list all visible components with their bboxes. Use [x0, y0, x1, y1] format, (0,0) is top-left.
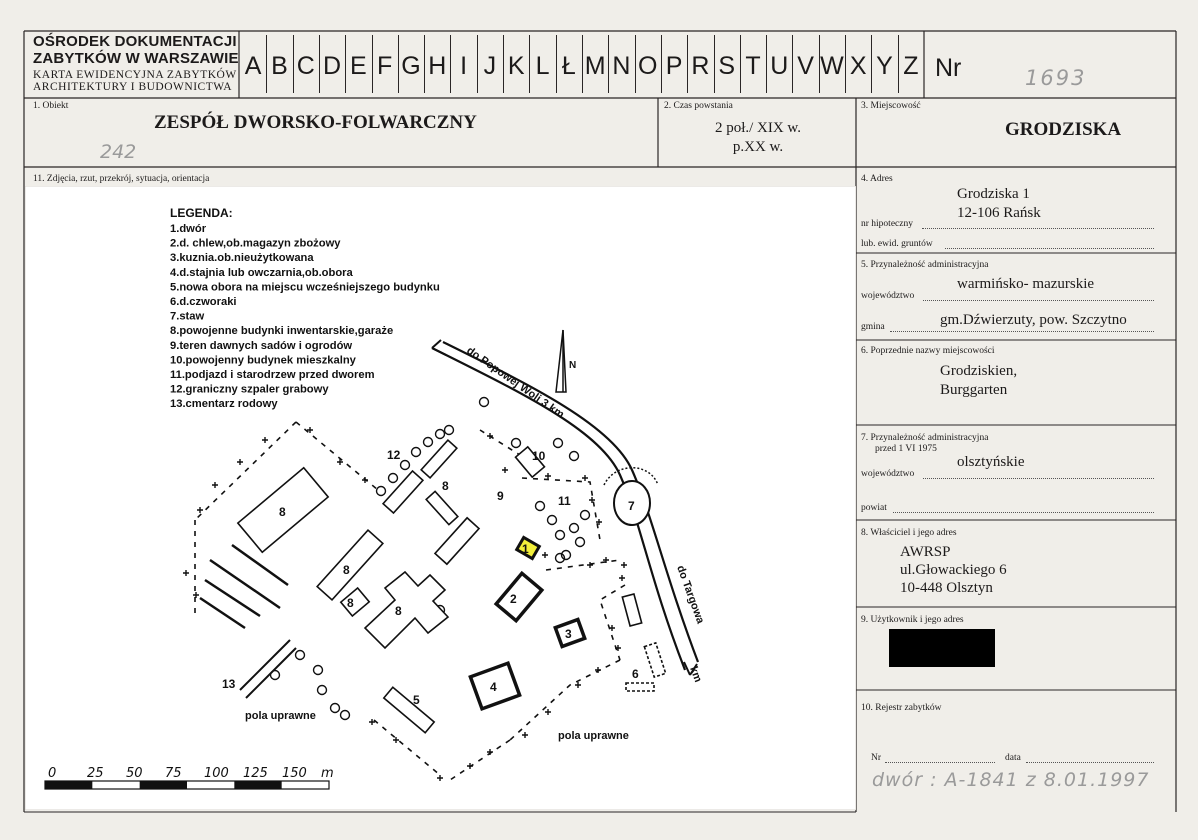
road-label-popowa-wola: do Popowej Woli 3 km [464, 344, 567, 421]
woj75-line [923, 478, 1154, 479]
scale-segment [45, 781, 92, 789]
wlasciciel-line2: ul.Głowackiego 6 [900, 562, 1007, 578]
letter-separator [319, 35, 320, 93]
poprzednie-line2: Burggarten [940, 382, 1008, 398]
czas-label: 2. Czas powstania [664, 101, 733, 111]
index-letter: S [718, 52, 736, 80]
letter-separator [556, 35, 557, 93]
adres-line2: 12-106 Rańsk [957, 205, 1041, 221]
obiekt-handwritten: 242 [100, 141, 137, 163]
letter-separator [819, 35, 820, 93]
org-name-line2: ZABYTKÓW W WARSZAWIE [33, 50, 239, 67]
index-letter: O [638, 52, 658, 80]
czas-line1: 2 poł./ XIX w. [714, 120, 802, 136]
scale-label: 150 [282, 766, 307, 781]
letter-separator [503, 35, 504, 93]
miejscowosc-label: 3. Miejscowość [861, 101, 921, 111]
letter-separator [372, 35, 373, 93]
index-letter: M [584, 52, 606, 80]
legend-item: 8.powojenne budynki inwentarskie,garaże [170, 325, 394, 338]
gmina-label: gmina [861, 322, 885, 332]
woj-label: województwo [861, 291, 915, 301]
letter-separator [661, 35, 662, 93]
index-letter: X [849, 52, 867, 80]
woj75-label: województwo [861, 469, 915, 479]
map-number-10: 10 [532, 449, 546, 463]
index-letter: U [770, 52, 789, 80]
letter-separator [345, 35, 346, 93]
letter-separator [608, 35, 609, 93]
map-number-8a: 8 [279, 505, 286, 519]
org-name-line1: OŚRODEK DOKUMENTACJI [33, 33, 237, 50]
index-letter: I [460, 52, 468, 80]
gmina-value: gm.Dźwierzuty, pow. Szczytno [940, 312, 1127, 328]
letter-separator [740, 35, 741, 93]
legend-item: 9.teren dawnych sadów i ogrodów [170, 339, 353, 352]
letter-separator [477, 35, 478, 93]
zdjecia-label: 11. Zdjęcia, rzut, przekrój, sytuacja, orientacja [33, 174, 210, 184]
index-letter: Z [903, 52, 919, 80]
scale-label: 125 [243, 766, 268, 781]
uzytkownik-label: 9. Użytkownik i jego adres [861, 615, 964, 625]
index-letter: Y [876, 52, 893, 80]
hipoteczny-line [922, 228, 1154, 229]
rejestr-label: 10. Rejestr zabytków [861, 703, 942, 713]
scale-segment [234, 781, 281, 789]
letter-separator [687, 35, 688, 93]
index-letter: B [271, 52, 288, 80]
index-letter: A [244, 52, 262, 80]
legend-item: 5.nowa obora na miejscu wcześniejszego budynku [170, 281, 440, 294]
scale-label: m [321, 766, 334, 781]
przyn75-label1: 7. Przynależność administracyjna [861, 433, 989, 443]
index-letter: L [535, 52, 550, 80]
rejestr-nr-label: Nr [871, 753, 882, 763]
map-number-8d: 8 [347, 596, 354, 610]
map-number-1: 1 [522, 542, 529, 556]
legend-item: 2.d. chlew,ob.magazyn zbożowy [170, 237, 341, 250]
scale-label: 0 [48, 766, 57, 781]
map-number-6: 6 [632, 667, 639, 681]
map-number-8e: 8 [395, 604, 402, 618]
legend-item: 12.graniczny szpaler grabowy [170, 383, 329, 396]
nr-value: 1693 [1025, 66, 1087, 90]
letter-separator [635, 35, 636, 93]
rejestr-data-line [1026, 762, 1154, 763]
powiat-label: powiat [861, 503, 887, 513]
index-letter: V [797, 52, 814, 80]
index-letter: G [401, 52, 421, 80]
woj-value: warmińsko- mazurskie [957, 276, 1095, 292]
index-letter: W [820, 52, 844, 80]
building-6-small [626, 683, 654, 691]
letter-separator [766, 35, 767, 93]
legend-item: 4.d.stajnia lub owczarnia,ob.obora [170, 266, 353, 279]
rejestr-data-label: data [1005, 753, 1021, 763]
letter-separator [450, 35, 451, 93]
map-number-7: 7 [628, 499, 635, 513]
letter-separator [792, 35, 793, 93]
card-type-line2: ARCHITEKTURY I BUDOWNICTWA [33, 81, 233, 93]
legend-title: LEGENDA: [170, 206, 233, 220]
index-letter: P [665, 52, 683, 80]
letter-separator [871, 35, 872, 93]
wlasciciel-label: 8. Właściciel i jego adres [861, 528, 957, 538]
gmina-line [890, 331, 1154, 332]
legend-item: 7.staw [170, 310, 205, 323]
road-label-targowo: do Targowa [674, 563, 707, 626]
legend-item: 1.dwór [170, 223, 207, 235]
map-number-9: 9 [497, 489, 504, 503]
legend-item: 3.kuznia.ob.nieużytkowana [170, 252, 314, 265]
index-letter: K [507, 52, 525, 80]
rejestr-nr-line [885, 762, 995, 763]
scale-label: 75 [165, 766, 182, 781]
index-letter: R [691, 52, 710, 80]
woj-line [923, 300, 1154, 301]
adres-line1: Grodziska 1 [957, 186, 1030, 202]
nr-label: Nr [935, 54, 962, 82]
gruntow-label: lub. ewid. gruntów [861, 239, 933, 249]
map-number-13: 13 [222, 677, 236, 691]
legend-item: 6.d.czworaki [170, 296, 237, 308]
letter-separator [898, 35, 899, 93]
site-plan [25, 186, 856, 810]
index-letter: H [428, 52, 447, 80]
legend-item: 13.cmentarz rodowy [170, 398, 278, 411]
wlasciciel-line3: 10-448 Olsztyn [900, 580, 993, 596]
index-letter: T [745, 52, 761, 80]
map-number-2: 2 [510, 592, 517, 606]
letter-separator [529, 35, 530, 93]
powiat-line [893, 512, 1154, 513]
index-letter: C [296, 52, 315, 80]
map-number-8c: 8 [343, 563, 350, 577]
map-number-11: 11 [558, 494, 571, 508]
legend-item: 10.powojenny budynek mieszkalny [170, 354, 356, 367]
adres-label: 4. Adres [861, 174, 893, 184]
index-letter: F [377, 52, 393, 80]
scale-bar [45, 781, 329, 789]
poprzednie-label: 6. Poprzednie nazwy miejscowości [861, 346, 995, 356]
fields-right-label: pola uprawne [558, 730, 629, 742]
map-number-5: 5 [413, 693, 420, 707]
index-letter: J [483, 52, 497, 80]
scale-segment [140, 781, 187, 789]
letter-separator [582, 35, 583, 93]
card-type-line1: KARTA EWIDENCYJNA ZABYTKÓW [33, 69, 237, 81]
wlasciciel-line1: AWRSP [900, 544, 951, 560]
poprzednie-line1: Grodziskien, [940, 363, 1018, 379]
scale-label: 25 [87, 766, 104, 781]
hipoteczny-label: nr hipoteczny [861, 219, 913, 229]
map-number-4: 4 [490, 680, 497, 694]
letter-separator [424, 35, 425, 93]
fields-left-label: pola uprawne [245, 710, 316, 722]
gruntow-line [945, 248, 1154, 249]
przynaleznosc-label: 5. Przynależność administracyjna [861, 260, 989, 270]
index-letter: N [612, 52, 631, 80]
letter-separator [714, 35, 715, 93]
obiekt-label: 1. Obiekt [33, 101, 69, 111]
index-letter: E [350, 52, 367, 80]
woj75-value: olsztyńskie [957, 454, 1025, 470]
scale-label: 100 [204, 766, 229, 781]
scale-label: 50 [126, 766, 143, 781]
letter-separator [293, 35, 294, 93]
north-label: N [569, 360, 577, 371]
legend-item: 11.podjazd i starodrzew przed dworem [170, 369, 375, 381]
redaction-box [889, 629, 995, 667]
miejscowosc-value: GRODZISKA [1005, 119, 1122, 140]
map-number-12: 12 [387, 448, 401, 462]
index-letter: Ł [561, 52, 576, 80]
przyn75-label2: przed 1 VI 1975 [875, 444, 937, 454]
map-number-3: 3 [565, 627, 572, 641]
letter-separator [398, 35, 399, 93]
obiekt-value: ZESPÓŁ DWORSKO-FOLWARCZNY [154, 112, 477, 133]
road-label-km: km [687, 664, 704, 684]
letter-separator [266, 35, 267, 93]
czas-line2: p.XX w. [732, 139, 784, 155]
rejestr-handwritten: dwór : A-1841 z 8.01.1997 [872, 769, 1150, 791]
map-number-8b: 8 [442, 479, 449, 493]
index-letter: D [323, 52, 342, 80]
letter-separator [845, 35, 846, 93]
